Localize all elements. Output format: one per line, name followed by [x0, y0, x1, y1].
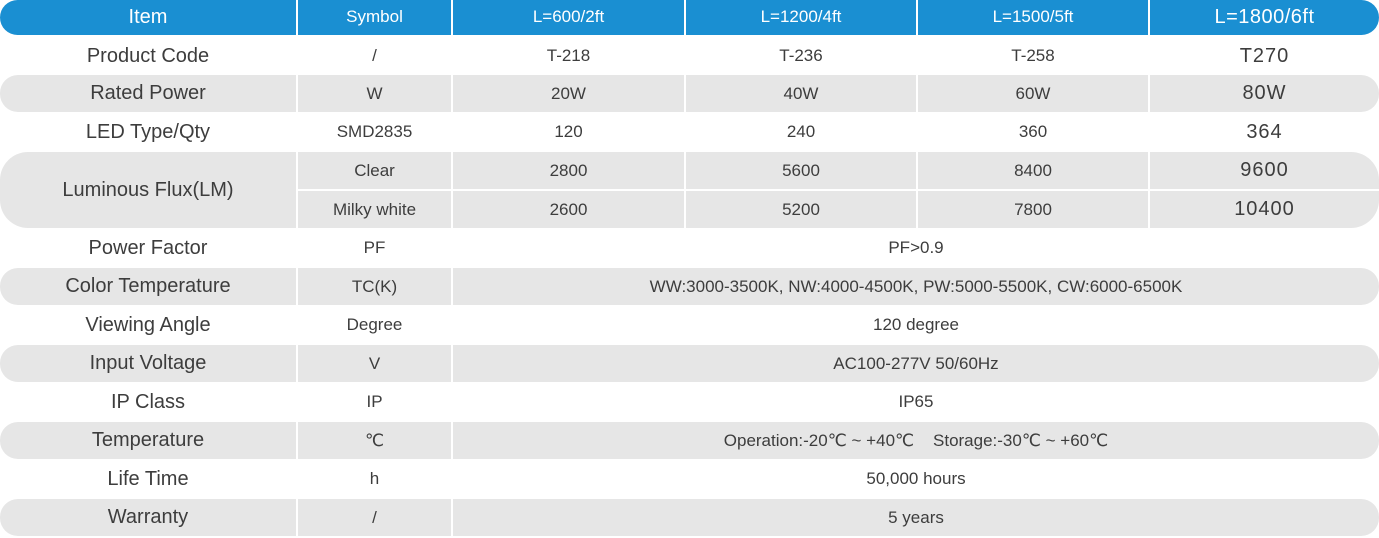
- value-product-code-1200: T-236: [779, 46, 823, 65]
- symbol-life-time: h: [369, 469, 380, 488]
- label-viewing-angle: Viewing Angle: [85, 313, 211, 336]
- value-flux-clear-1500: 8400: [1014, 160, 1052, 180]
- label-product-code: Product Code: [86, 44, 210, 67]
- symbol-warranty: /: [372, 507, 377, 527]
- value-input-voltage: AC100-277V 50/60Hz: [833, 353, 999, 373]
- label-input-voltage: Input Voltage: [89, 352, 207, 374]
- symbol-temperature: ℃: [364, 430, 385, 450]
- value-flux-milky-1200: 5200: [782, 199, 820, 219]
- symbol-power-factor: PF: [363, 238, 386, 257]
- value-power-factor: PF>0.9: [888, 238, 944, 257]
- symbol-color-temperature: TC(K): [351, 276, 398, 296]
- value-ip-class: IP65: [898, 392, 934, 411]
- value-led-type-1500: 360: [1018, 122, 1048, 141]
- value-product-code-1800: T270: [1239, 44, 1290, 67]
- value-flux-clear-600: 2800: [549, 160, 588, 180]
- value-viewing-angle: 120 degree: [872, 315, 960, 334]
- value-rated-power-600: 20W: [551, 83, 586, 103]
- label-ip-class: IP Class: [110, 390, 186, 413]
- symbol-viewing-angle: Degree: [346, 315, 403, 334]
- value-life-time: 50,000 hours: [866, 469, 966, 488]
- value-flux-milky-1800: 10400: [1234, 198, 1295, 220]
- symbol-ip-class: IP: [366, 392, 383, 411]
- value-led-type-600: 120: [554, 122, 583, 141]
- symbol-led-type: SMD2835: [336, 122, 413, 141]
- label-color-temperature: Color Temperature: [65, 275, 231, 297]
- header-length-600: L=600/2ft: [532, 6, 605, 26]
- value-flux-clear-1800: 9600: [1240, 159, 1289, 181]
- value-product-code-1500: T-258: [1011, 46, 1055, 65]
- symbol-rated-power: W: [366, 83, 383, 103]
- symbol-flux-clear: Clear: [354, 160, 395, 180]
- value-temperature: Operation:-20℃ ~ +40℃ Storage:-30℃ ~ +60℃: [723, 430, 1109, 450]
- header-symbol: Symbol: [346, 6, 403, 26]
- header-item: Item: [128, 6, 168, 28]
- value-led-type-1800: 364: [1246, 120, 1283, 143]
- value-flux-clear-1200: 5600: [782, 160, 820, 180]
- label-power-factor: Power Factor: [88, 236, 208, 259]
- label-rated-power: Rated Power: [90, 82, 206, 104]
- value-led-type-1200: 240: [786, 122, 816, 141]
- symbol-product-code: /: [372, 46, 377, 65]
- value-rated-power-1200: 40W: [783, 83, 819, 103]
- value-color-temperature: WW:3000-3500K, NW:4000-4500K, PW:5000-5500K, CW:6000-6500K: [649, 276, 1183, 296]
- label-life-time: Life Time: [107, 467, 189, 490]
- value-rated-power-1800: 80W: [1242, 82, 1287, 104]
- value-flux-milky-1500: 7800: [1014, 199, 1052, 219]
- value-warranty: 5 years: [888, 507, 944, 527]
- symbol-flux-milky: Milky white: [332, 199, 417, 219]
- header-length-1500: L=1500/5ft: [992, 6, 1074, 26]
- symbol-input-voltage: V: [368, 353, 381, 373]
- label-temperature: Temperature: [91, 429, 205, 451]
- value-rated-power-1500: 60W: [1015, 83, 1051, 103]
- header-length-1800: L=1800/6ft: [1214, 6, 1315, 28]
- header-length-1200: L=1200/4ft: [760, 6, 842, 26]
- value-product-code-600: T-218: [546, 46, 591, 65]
- value-flux-milky-600: 2600: [549, 199, 588, 219]
- label-luminous-flux: Luminous Flux(LM): [62, 178, 234, 201]
- label-led-type: LED Type/Qty: [85, 120, 211, 143]
- label-warranty: Warranty: [107, 506, 189, 528]
